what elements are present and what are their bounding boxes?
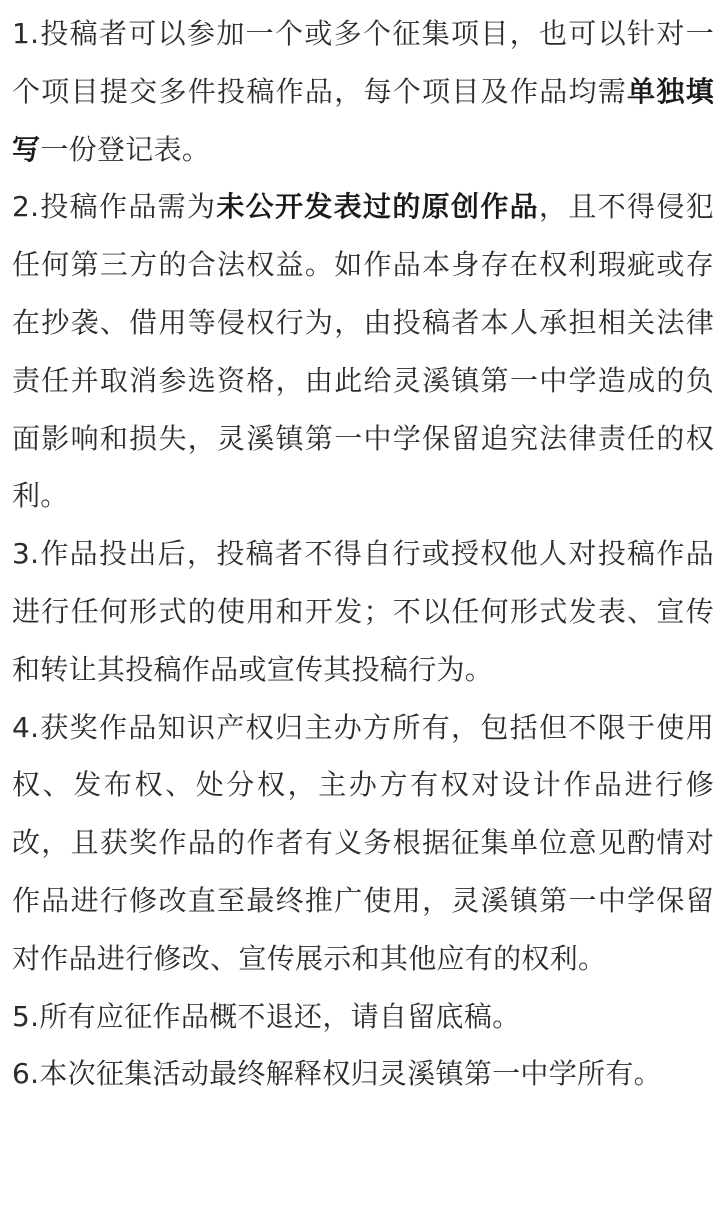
text-segment: 1.投稿者可以参加一个或多个征集项目，也可以针对一个项目提交多件投稿作品，每个项目及作品均需 bbox=[12, 17, 714, 108]
text-segment: 5.所有应征作品概不退还，请自留底稿。 bbox=[12, 999, 521, 1033]
rule-paragraph-4 bbox=[12, 699, 714, 988]
rule-paragraph-2 bbox=[12, 178, 714, 525]
text-segment: 4.获奖作品知识产权归主办方所有，包括但不限于使用权、发布权、处分权，主办方有权对设计作品进行修改，且获奖作品的作者有义务根据征集单位意见酌情对作品进行修改直至最终推广使用，灵溪镇第一中学保留对作品进行修改、宣传展示和其他应有的权利。 bbox=[12, 710, 714, 975]
text-segment: 2.投稿作品需为 bbox=[12, 190, 217, 224]
rule-paragraph-6 bbox=[12, 1045, 714, 1103]
text-segment: 一份登记表。 bbox=[40, 132, 211, 166]
rule-paragraph-5 bbox=[12, 988, 714, 1046]
text-segment: ，且不得侵犯任何第三方的合法权益。如作品本身存在权利瑕疵或存在抄袭、借用等侵权行为，由投稿者本人承担相关法律责任并取消参选资格，由此给灵溪镇第一中学造成的负面影响和损失，灵溪镇第一中学保留追究法律责任的权利。 bbox=[12, 190, 714, 513]
bold-emphasis: 未公开发表过的原创作品 bbox=[216, 190, 540, 224]
bold-emphasis: 单独填写 bbox=[12, 74, 714, 166]
rule-paragraph-1 bbox=[12, 5, 714, 178]
text-segment: 6.本次征集活动最终解释权归灵溪镇第一中学所有。 bbox=[12, 1057, 662, 1091]
text-segment: 3.作品投出后，投稿者不得自行或授权他人对投稿作品进行任何形式的使用和开发；不以任何形式发表、宣传和转让其投稿作品或宣传其投稿行为。 bbox=[12, 537, 714, 686]
rule-paragraph-3 bbox=[12, 525, 714, 698]
